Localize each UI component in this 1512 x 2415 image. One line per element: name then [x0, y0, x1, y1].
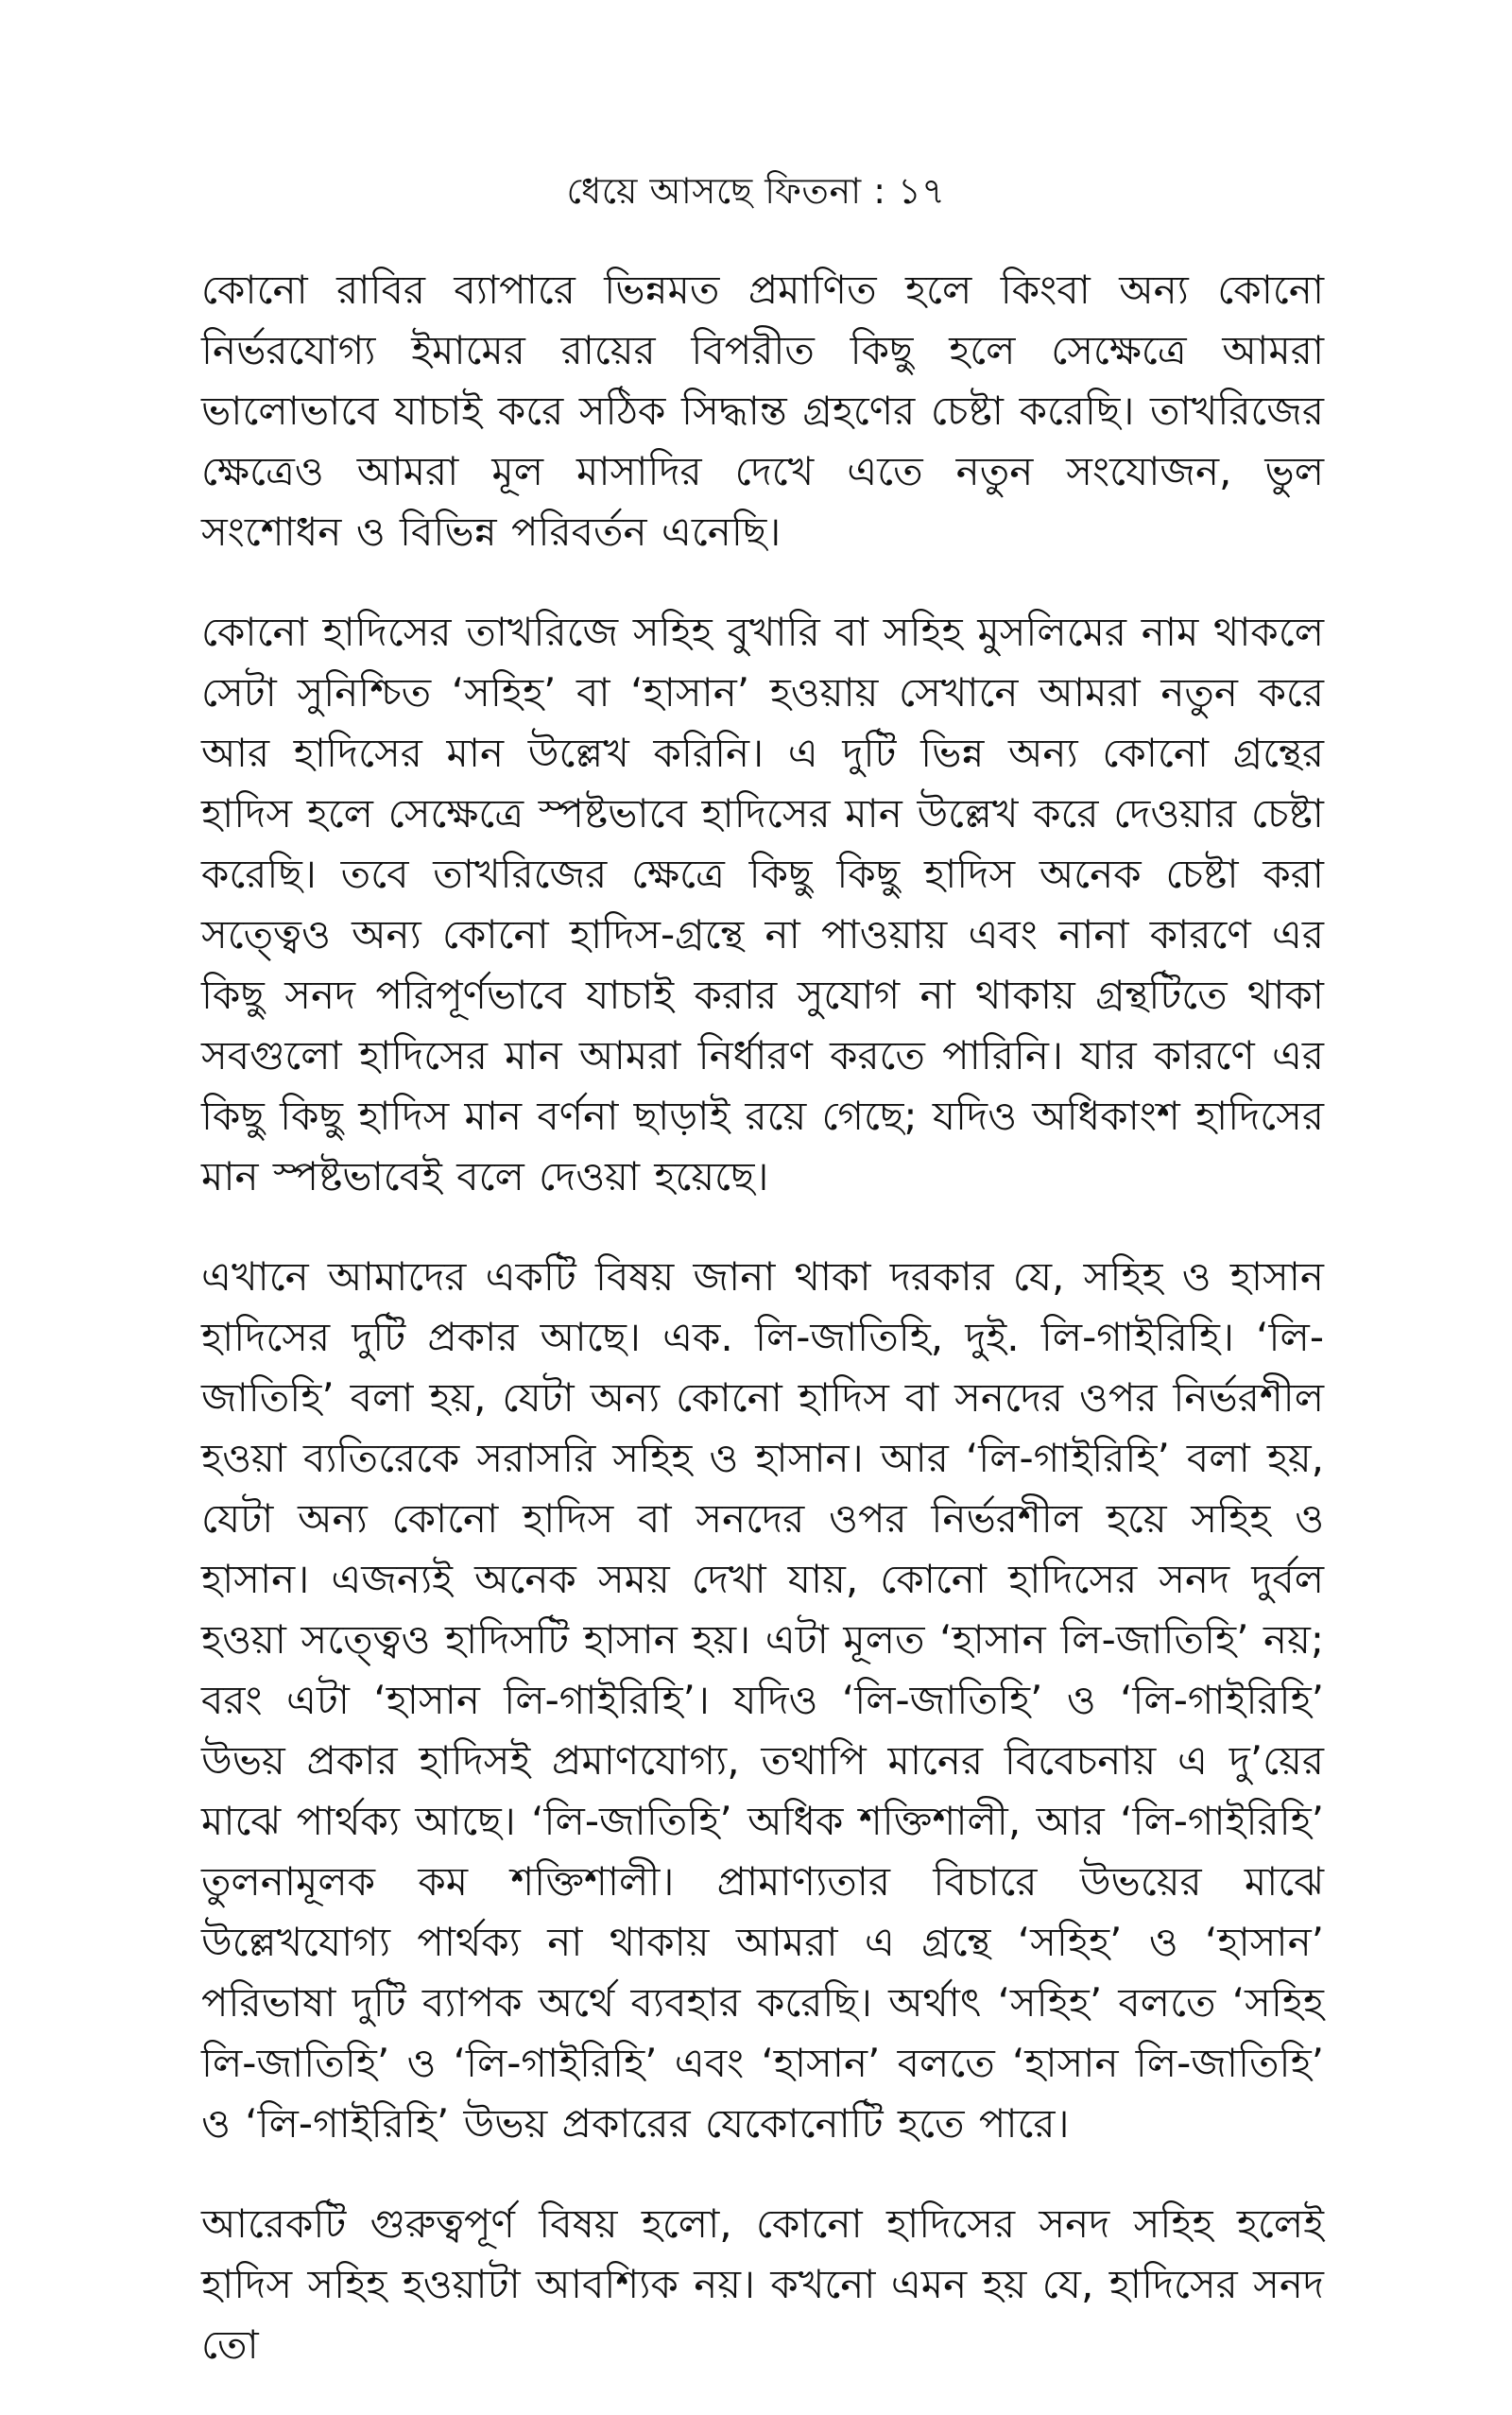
paragraph-4: আরেকটি গুরুত্বপূর্ণ বিষয় হলো, কোনো হাদিসের সনদ সহিহ হলেই হাদিস সহিহ হওয়াটা আবশ্যিক নয়। কখনো এমন হয় যে, হাদিসের সনদ তো — [201, 2200, 1324, 2368]
paragraph-3: এখানে আমাদের একটি বিষয় জানা থাকা দরকার যে, সহিহ ও হাসান হাদিসের দুটি প্রকার আছে। এক. লি-জাতিহি, দুই. লি-গাইরিহি। ‘লি-জাতিহি’ বলা হয়, যেটা অন্য কোনো হাদিস বা সনদের ওপর নির্ভরশীল হওয়া ব্যতিরেকে সরাসরি সহিহ ও হাসান। আর ‘লি-গাইরিহি’ বলা হয়, যেটা অন্য কোনো হাদিস বা সনদের ওপর নির্ভরশীল হয়ে সহিহ ও হাসান। এজন্যই অনেক সময় দেখা যায়, কোনো হাদিসের সনদ দুর্বল হওয়া সত্ত্বেও হাদিসটি হাসান হয়। এটা মূলত ‘হাসান লি-জাতিহি’ নয়; বরং এটা ‘হাসান লি-গাইরিহি’। যদিও ‘লি-জাতিহি’ ও ‘লি-গাইরিহি’ উভয় প্রকার হাদিসই প্রমাণযোগ্য, তথাপি মানের বিবেচনায় এ দু’য়ের মাঝে পার্থক্য আছে। ‘লি-জাতিহি’ অধিক শক্তিশালী, আর ‘লি-গাইরিহি’ তুলনামূলক কম শক্তিশালী। প্রামাণ্যতার বিচারে উভয়ের মাঝে উল্লেখযোগ্য পার্থক্য না থাকায় আমরা এ গ্রন্থে ‘সহিহ’ ও ‘হাসান’ পরিভাষা দুটি ব্যাপক অর্থে ব্যবহার করেছি। অর্থাৎ ‘সহিহ’ বলতে ‘সহিহ লি-জাতিহি’ ও ‘লি-গাইরিহি’ এবং ‘হাসান’ বলতে ‘হাসান লি-জাতিহি’ ও ‘লি-গাইরিহি’ উভয় প্রকারের যেকোনোটি হতে পারে। — [201, 1253, 1324, 2147]
running-header: ধেয়ে আসছে ফিতনা : ১৭ — [566, 170, 946, 212]
paragraph-1: কোনো রাবির ব্যাপারে ভিন্নমত প্রমাণিত হলে কিংবা অন্য কোনো নির্ভরযোগ্য ইমামের রায়ের বিপরীত কিছু হলে সেক্ষেত্রে আমরা ভালোভাবে যাচাই করে সঠিক সিদ্ধান্ত গ্রহণের চেষ্টা করেছি। তাখরিজের ক্ষেত্রেও আমরা মূল মাসাদির দেখে এতে নতুন সংযোজন, ভুল সংশোধন ও বিভিন্ন পরিবর্তন এনেছি। — [201, 267, 1324, 555]
paragraph-2: কোনো হাদিসের তাখরিজে সহিহ বুখারি বা সহিহ মুসলিমের নাম থাকলে সেটা সুনিশ্চিত ‘সহিহ’ বা ‘হাসান’ হওয়ায় সেখানে আমরা নতুন করে আর হাদিসের মান উল্লেখ করিনি। এ দুটি ভিন্ন অন্য কোনো গ্রন্থের হাদিস হলে সেক্ষেত্রে স্পষ্টভাবে হাদিসের মান উল্লেখ করে দেওয়ার চেষ্টা করেছি। তবে তাখরিজের ক্ষেত্রে কিছু কিছু হাদিস অনেক চেষ্টা করা সত্ত্বেও অন্য কোনো হাদিস-গ্রন্থে না পাওয়ায় এবং নানা কারণে এর কিছু সনদ পরিপূর্ণভাবে যাচাই করার সুযোগ না থাকায় গ্রন্থটিতে থাকা সবগুলো হাদিসের মান আমরা নির্ধারণ করতে পারিনি। যার কারণে এর কিছু কিছু হাদিস মান বর্ণনা ছাড়াই রয়ে গেছে; যদিও অধিকাংশ হাদিসের মান স্পষ্টভাবেই বলে দেওয়া হয়েছে। — [201, 609, 1324, 1199]
page-body — [201, 260, 1324, 2415]
